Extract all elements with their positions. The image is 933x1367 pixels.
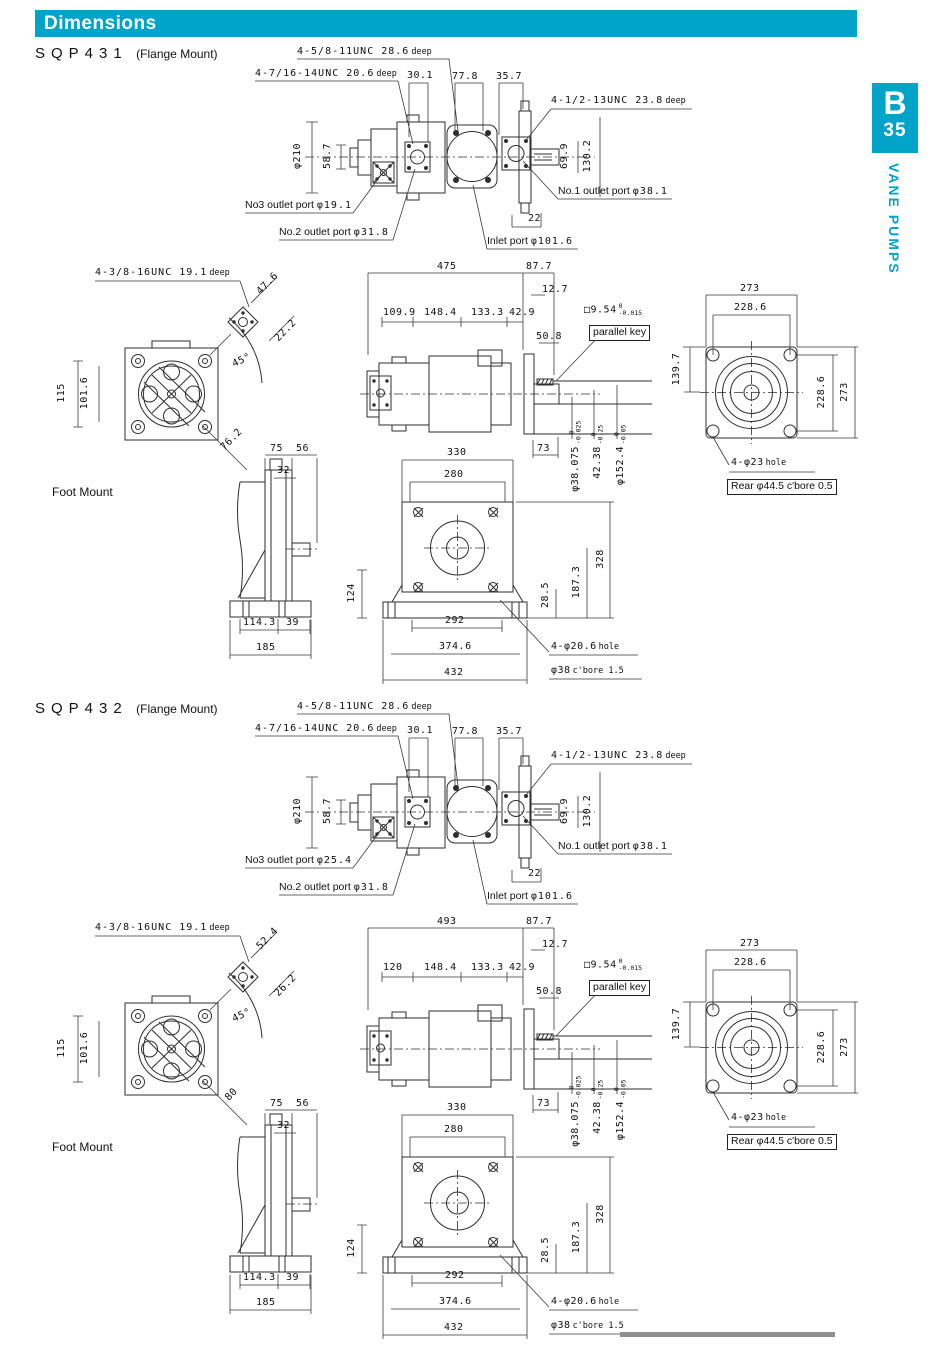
dim-total-length: 475 <box>437 261 457 272</box>
dim-115: 115 <box>56 383 67 403</box>
pilot-dia-tol: φ152.4 0 -0.05 <box>612 1079 627 1141</box>
thread-spec-right: 4-1/2-13UNC 23.8 deep <box>551 95 686 106</box>
dim-101-6: 101.6 <box>79 376 90 410</box>
model-number: SQP431 <box>35 45 128 62</box>
dim-seg2: 148.4 <box>424 962 457 973</box>
dim-seg4: 42.9 <box>509 307 536 318</box>
foot-dim-114-3: 114.3 <box>243 617 276 628</box>
flange-view-art <box>683 295 858 472</box>
foot-dim-185: 185 <box>256 1297 276 1308</box>
side-view-art <box>360 273 652 458</box>
dim-30-1: 30.1 <box>407 70 434 81</box>
foot-dim-28-5: 28.5 <box>540 581 551 609</box>
technical-drawing-lineart <box>0 700 860 1355</box>
dim-key-width: 52.4 <box>254 925 281 952</box>
foot-dim-28-5: 28.5 <box>540 1236 551 1264</box>
dim-22: 22 <box>528 868 542 879</box>
dim-73: 73 <box>537 1098 551 1109</box>
mount-type: (Flange Mount) <box>136 47 218 61</box>
foot-dim-75: 75 <box>270 1098 284 1109</box>
technical-drawing-lineart <box>0 45 860 700</box>
front-view-art <box>73 277 294 470</box>
thread-spec-top: 4-5/8-11UNC 28.6 deep <box>297 701 432 712</box>
port-no3-label: No3 outlet port φ19.1 <box>245 199 352 211</box>
foot-dim-39: 39 <box>286 1272 300 1283</box>
dim-35-7: 35.7 <box>496 71 523 82</box>
flange-view-art <box>683 950 858 1127</box>
foot-dim-330: 330 <box>447 447 467 458</box>
dim-69-9: 69.9 <box>559 797 570 825</box>
dim-77-8: 77.8 <box>452 71 479 82</box>
port-no1-label: No.1 outlet port φ38.1 <box>558 185 668 197</box>
foot-dim-124: 124 <box>346 583 357 603</box>
dim-12-7: 12.7 <box>542 284 569 295</box>
sections-host <box>0 45 860 1355</box>
dim-seg4: 42.9 <box>509 962 536 973</box>
dim-diagonal: 80 <box>223 1086 241 1104</box>
port-no2-label: No.2 outlet port φ31.8 <box>279 226 389 238</box>
dim-dia-210: φ210 <box>292 797 303 825</box>
front-view-art <box>73 932 294 1125</box>
shaft-dia-tol: φ38.075 0 -0.025 <box>567 1075 582 1147</box>
foot-dim-374-6: 374.6 <box>439 641 472 652</box>
dim-diagonal: 76.2 <box>218 426 245 453</box>
top-view-art <box>245 714 692 904</box>
dim-42-38-tol: 42.38 0 -0.25 <box>589 1079 604 1134</box>
dim-77-8: 77.8 <box>452 726 479 737</box>
dim-69-9: 69.9 <box>559 142 570 170</box>
page-title: Dimensions <box>44 12 157 34</box>
dim-35-7: 35.7 <box>496 726 523 737</box>
chapter-tab <box>872 83 918 153</box>
foot-dim-292: 292 <box>445 1270 465 1281</box>
dim-dia-210: φ210 <box>292 142 303 170</box>
mount-type: (Flange Mount) <box>136 702 218 716</box>
port-no3-label: No3 outlet port φ25.4 <box>245 854 352 866</box>
port-no2-label: No.2 outlet port φ31.8 <box>279 881 389 893</box>
dim-seg2: 148.4 <box>424 307 457 318</box>
flange-rear-cbore-label: Rear φ44.5 c'bore 0.5 <box>727 479 837 495</box>
foot-dim-56: 56 <box>296 1098 310 1109</box>
foot-mount-heading: Foot Mount <box>52 485 113 499</box>
pilot-dia-tol: φ152.4 0 -0.05 <box>612 424 627 486</box>
foot-cbore-label: φ38 c'bore 1.5 <box>551 665 624 676</box>
thread-spec-mid: 4-7/16-14UNC 20.6 deep <box>255 68 397 79</box>
chapter-tab-number: 35 <box>883 120 907 141</box>
side-view-art <box>360 928 652 1113</box>
dim-30-1: 30.1 <box>407 725 434 736</box>
dim-total-length: 493 <box>437 916 457 927</box>
flange-228-6-top: 228.6 <box>734 302 767 313</box>
dim-seg3: 133.3 <box>471 962 504 973</box>
flange-228-6-right: 228.6 <box>816 375 827 409</box>
parallel-key-label: parallel key <box>589 325 650 341</box>
top-view-art <box>245 59 692 249</box>
foot-hole-label: 4-φ20.6 hole <box>551 641 620 652</box>
dim-seg1: 120 <box>383 962 403 973</box>
foot-dim-39: 39 <box>286 617 300 628</box>
port-no1-label: No.1 outlet port φ38.1 <box>558 840 668 852</box>
chapter-vertical-label: VANE PUMPS <box>886 163 902 275</box>
parallel-key-label: parallel key <box>589 980 650 996</box>
dim-key-height: 22.2 <box>272 317 299 344</box>
foot-dim-280: 280 <box>444 469 464 480</box>
foot-dim-32: 32 <box>277 465 291 476</box>
port-inlet-label: Inlet port φ101.6 <box>487 890 573 902</box>
thread-spec-right: 4-1/2-13UNC 23.8 deep <box>551 750 686 761</box>
dim-101-6: 101.6 <box>79 1031 90 1065</box>
dim-73: 73 <box>537 443 551 454</box>
pump-dimensions-section <box>0 45 860 700</box>
flange-rear-cbore-label: Rear φ44.5 c'bore 0.5 <box>727 1134 837 1150</box>
flange-139-7: 139.7 <box>671 1007 682 1041</box>
port-inlet-label: Inlet port φ101.6 <box>487 235 573 247</box>
chapter-tab-letter: B <box>883 85 907 121</box>
dim-seg1: 109.9 <box>383 307 416 318</box>
dim-50-8: 50.8 <box>536 986 563 997</box>
dim-58-7: 58.7 <box>322 797 333 825</box>
pump-dimensions-section <box>0 700 860 1355</box>
dim-angle-45: 45° <box>230 1006 253 1025</box>
dim-87-7: 87.7 <box>526 916 553 927</box>
foot-dim-187-3: 187.3 <box>571 1220 582 1254</box>
thread-spec-front: 4-3/8-16UNC 19.1 deep <box>95 267 230 278</box>
model-heading <box>35 45 218 63</box>
dim-115: 115 <box>56 1038 67 1058</box>
foot-hole-label: 4-φ20.6 hole <box>551 1296 620 1307</box>
foot-dim-432: 432 <box>444 1322 464 1333</box>
foot-dim-432: 432 <box>444 667 464 678</box>
dim-58-7: 58.7 <box>322 142 333 170</box>
dim-130-2: 130.2 <box>582 139 593 173</box>
foot-dim-124: 124 <box>346 1238 357 1258</box>
foot-mount-heading: Foot Mount <box>52 1140 113 1154</box>
flange-273-right: 273 <box>839 1037 850 1057</box>
flange-273-right: 273 <box>839 382 850 402</box>
dim-87-7: 87.7 <box>526 261 553 272</box>
dim-130-2: 130.2 <box>582 794 593 828</box>
flange-hole-label: 4-φ23 hole <box>731 457 787 468</box>
foot-dim-330: 330 <box>447 1102 467 1113</box>
key-square-spec: □9.54 0 -0.015 <box>584 957 643 972</box>
foot-dim-328: 328 <box>595 549 606 569</box>
foot-dim-75: 75 <box>270 443 284 454</box>
foot-dim-280: 280 <box>444 1124 464 1135</box>
flange-273-top: 273 <box>740 938 760 949</box>
foot-cbore-label: φ38 c'bore 1.5 <box>551 1320 624 1331</box>
thread-spec-front: 4-3/8-16UNC 19.1 deep <box>95 922 230 933</box>
flange-228-6-top: 228.6 <box>734 957 767 968</box>
dim-42-38-tol: 42.38 0 -0.25 <box>589 424 604 479</box>
dim-angle-45: 45° <box>230 351 253 370</box>
foot-dim-32: 32 <box>277 1120 291 1131</box>
foot-dim-328: 328 <box>595 1204 606 1224</box>
dim-12-7: 12.7 <box>542 939 569 950</box>
dim-22: 22 <box>528 213 542 224</box>
flange-273-top: 273 <box>740 283 760 294</box>
foot-dim-187-3: 187.3 <box>571 565 582 599</box>
model-number: SQP432 <box>35 700 128 717</box>
dim-key-width: 47.6 <box>254 270 281 297</box>
dim-key-height: 26.2 <box>272 972 299 999</box>
key-square-spec: □9.54 0 -0.015 <box>584 302 643 317</box>
dim-seg3: 133.3 <box>471 307 504 318</box>
dim-50-8: 50.8 <box>536 331 563 342</box>
flange-hole-label: 4-φ23 hole <box>731 1112 787 1123</box>
thread-spec-top: 4-5/8-11UNC 28.6 deep <box>297 46 432 57</box>
foot-dim-292: 292 <box>445 615 465 626</box>
flange-228-6-right: 228.6 <box>816 1030 827 1064</box>
foot-dim-185: 185 <box>256 642 276 653</box>
page-bottom-divider <box>620 1332 835 1337</box>
model-heading <box>35 700 218 718</box>
foot-dim-56: 56 <box>296 443 310 454</box>
foot-dim-374-6: 374.6 <box>439 1296 472 1307</box>
section-header-bar <box>35 10 857 37</box>
shaft-dia-tol: φ38.075 0 -0.025 <box>567 420 582 492</box>
flange-139-7: 139.7 <box>671 352 682 386</box>
foot-dim-114-3: 114.3 <box>243 1272 276 1283</box>
thread-spec-mid: 4-7/16-14UNC 20.6 deep <box>255 723 397 734</box>
